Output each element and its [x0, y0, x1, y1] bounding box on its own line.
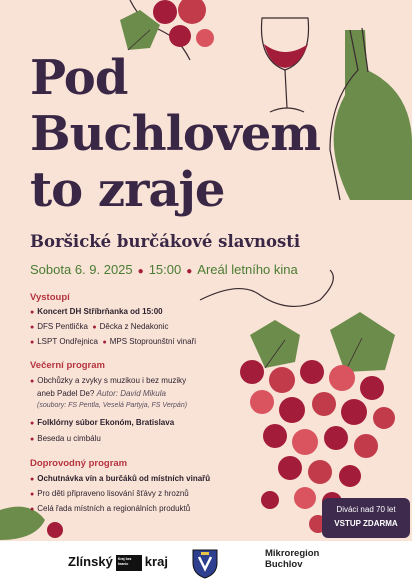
municipal-crest-icon: [190, 547, 220, 579]
event-date: Sobota 6. 9. 2025: [30, 262, 133, 277]
event-time: 15:00: [148, 262, 182, 277]
list-item: ● Koncert DH Stříbrňanka od 15:00: [30, 307, 163, 316]
sponsor-footer: [0, 541, 412, 583]
event-dateline: [30, 262, 298, 277]
list-item: ● Pro děti připraveno lisování šťávy z hroznů: [30, 489, 189, 498]
section-title-doprovodny: Doprovodný program: [30, 458, 128, 469]
free-entry-badge: [322, 498, 410, 538]
list-item: ● Celá řada místních a regionálních produktů: [30, 504, 191, 513]
poster-title: [30, 50, 320, 218]
title-line-2: Buchlovem: [30, 106, 321, 162]
separator-dot: ●: [186, 266, 193, 277]
section-title-vystoupi: Vystoupí: [30, 292, 70, 303]
list-item: ● Beseda u cimbálu: [30, 434, 101, 443]
list-item: ● LSPT Ondřejnica ● MPS Stoprounštní vinaři: [30, 337, 196, 346]
section-title-vecerni: Večerní program: [30, 360, 105, 371]
zlin-region-logo: Zlínský Kraj bez hranic kraj: [68, 554, 168, 569]
badge-line-2: VSTUP ZDARMA: [334, 519, 398, 528]
list-item: ● DFS Pentlička ● Děcka z Nedakonic: [30, 322, 169, 331]
title-line-3: to zraje: [30, 162, 225, 218]
mikroregion-buchlov-logo: Mikroregion Buchlov: [265, 548, 320, 570]
event-place: Areál letního kina: [197, 262, 298, 277]
separator-dot: ●: [137, 266, 144, 277]
list-item: ● Folklórny súbor Ekonóm, Bratislava: [30, 418, 175, 427]
badge-line-1: Diváci nad 70 let: [336, 505, 396, 514]
list-item: ● Obchůzky a zvyky s muzikou i bez muziky aneb Padel De? Autor: David Mikula (soubory: FS Pentla, Veselá Partyja, FS Verpán): [30, 376, 188, 409]
wine-bottle-illustration: [330, 28, 412, 200]
title-line-1: Pod: [30, 50, 128, 106]
list-item: ● Ochutnávka vín a burčáků od místních vinařů: [30, 474, 211, 483]
subtitle: Boršické burčákové slavnosti: [30, 232, 301, 251]
